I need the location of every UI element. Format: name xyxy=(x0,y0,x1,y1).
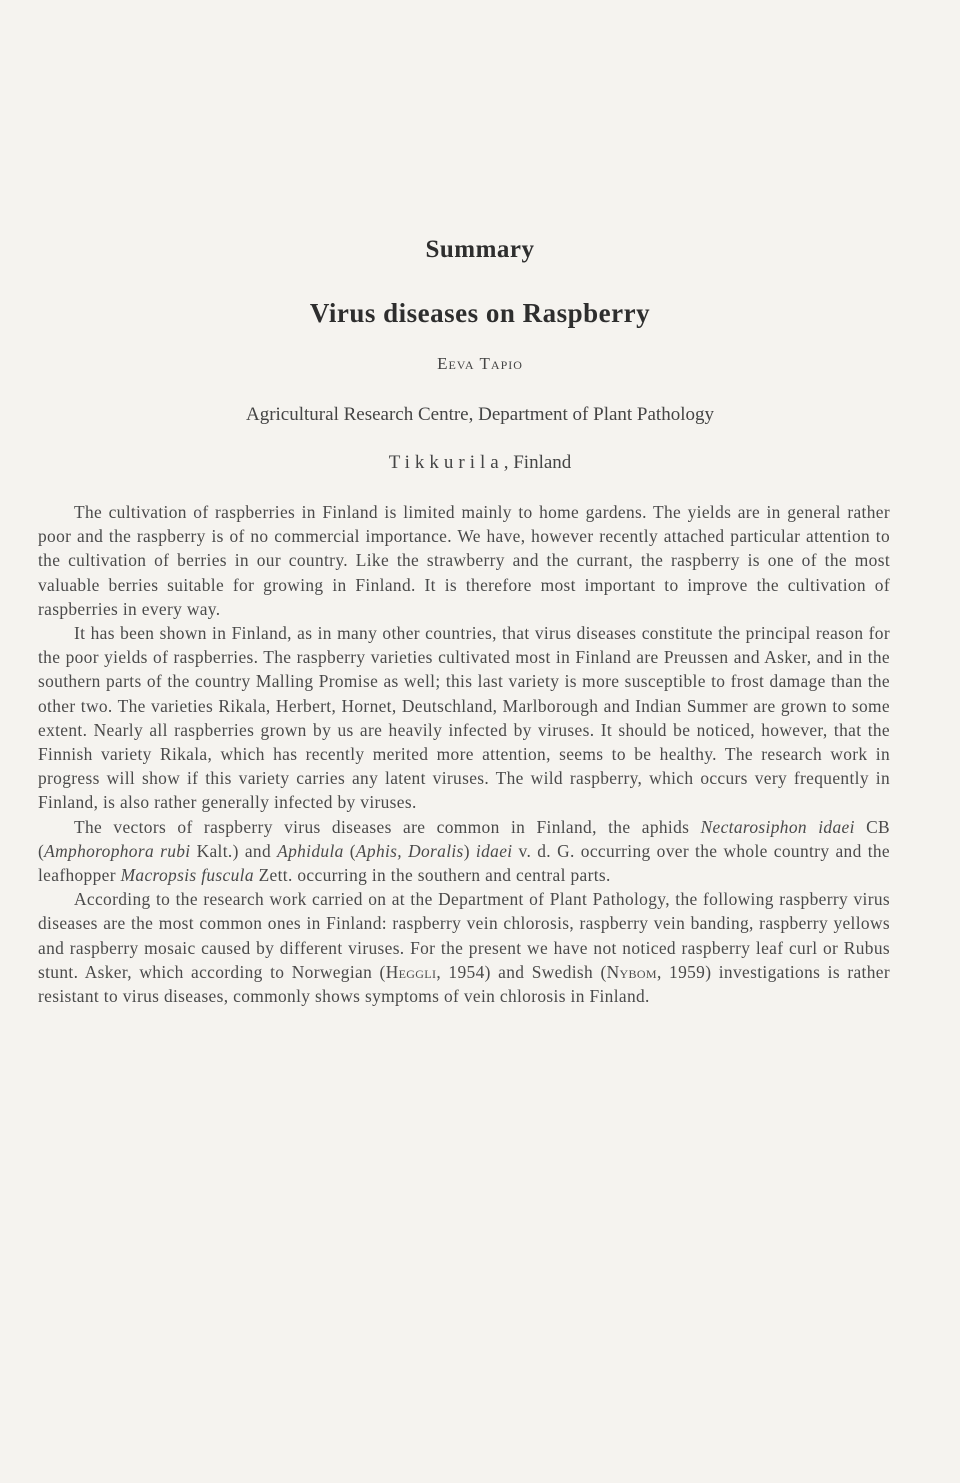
p4-text: , 1954) and Swedish ( xyxy=(436,961,607,982)
author-affiliation: Agricultural Research Centre, Department of Plant Pathology xyxy=(245,404,714,425)
author-location xyxy=(0,452,960,474)
p3-text: ( xyxy=(343,840,356,861)
paragraph-2: It has been shown in Finland, as in many other countries, that virus diseases constitute the principal reason for the poor yields of raspberries. The raspberry varieties cultivated most in Finland are Preussen and Asker, and in the southern parts of the country Malling Promise as well; this last variety is more susceptible to frost damage than the other two. The varieties Rikala, Herbert, Hornet, Deutschland, Marlborough and Indian Summer are grown to some extent. Nearly all raspberries grown by us are heavily infected by viruses. It should be noticed, however, that the Finnish variety Rikala, which has recently merited more attention, seems to be healthy. The research work in progress will show if this variety carries any latent viruses. The wild raspberry, which occurs very frequently in Finland, is also rather generally infected by viruses. xyxy=(38,623,890,813)
p3-text: Kalt.) and xyxy=(190,840,278,861)
p3-text: CB ( xyxy=(38,816,890,861)
species-name: idaei xyxy=(475,840,513,861)
paragraph-1: The cultivation of raspberries in Finland is limited mainly to home gardens. The yields are in general rather poor and the raspberry is of no commercial importance. We have, however recently attached particular attention to the cultivation of berries in our country. Like the strawberry and the currant, the raspberry is one of the most valuable berries suitable for growing in Finland. It is therefore most important to improve the cultivation of raspberries in every way. xyxy=(38,502,890,619)
p3-text: v. d. G. occurring over the whole country and the leafhopper xyxy=(38,840,891,886)
paragraph-4 xyxy=(38,887,890,1008)
p3-text: ) xyxy=(463,840,476,861)
p3-text: Zett. occurring in the southern and central parts. xyxy=(253,865,611,886)
citation-author: Nybom xyxy=(606,961,657,982)
species-name: Nectarosiphon idaei xyxy=(700,816,855,837)
location-country: , Finland xyxy=(503,452,572,473)
p4-text: According to the research work carried on at the Department of Plant Pathology, the following raspberry virus diseases are the most common ones in Finland: raspberry vein chlorosis, raspberry vein banding, raspberry yellows and raspberry mosaic caused by different viruses. For the present we have not noticed raspberry leaf curl or Rubus stunt. Asker, which according to Norwegian ( xyxy=(38,889,890,982)
citation-author: Heggli xyxy=(385,961,437,982)
section-heading-summary: Summary xyxy=(425,236,535,263)
summary-body xyxy=(38,500,890,1008)
species-name: Amphorophora rubi xyxy=(44,840,191,861)
location-city: Tikkurila xyxy=(388,452,504,473)
paragraph-3 xyxy=(38,815,890,888)
species-name: Macropsis fuscula xyxy=(120,865,254,886)
article-title: Virus diseases on Raspberry xyxy=(309,298,651,328)
p3-text: The vectors of raspberry virus diseases are common in Finland, the aphids xyxy=(74,816,701,837)
author-name: Eeva Tapio xyxy=(437,354,523,373)
species-name: Aphidula xyxy=(277,840,344,861)
p4-text: , 1959) investigations is rather resistant to virus diseases, commonly shows symptoms of vein chlorosis in Finland. xyxy=(38,961,890,1007)
species-name: Aphis, Doralis xyxy=(355,840,464,861)
